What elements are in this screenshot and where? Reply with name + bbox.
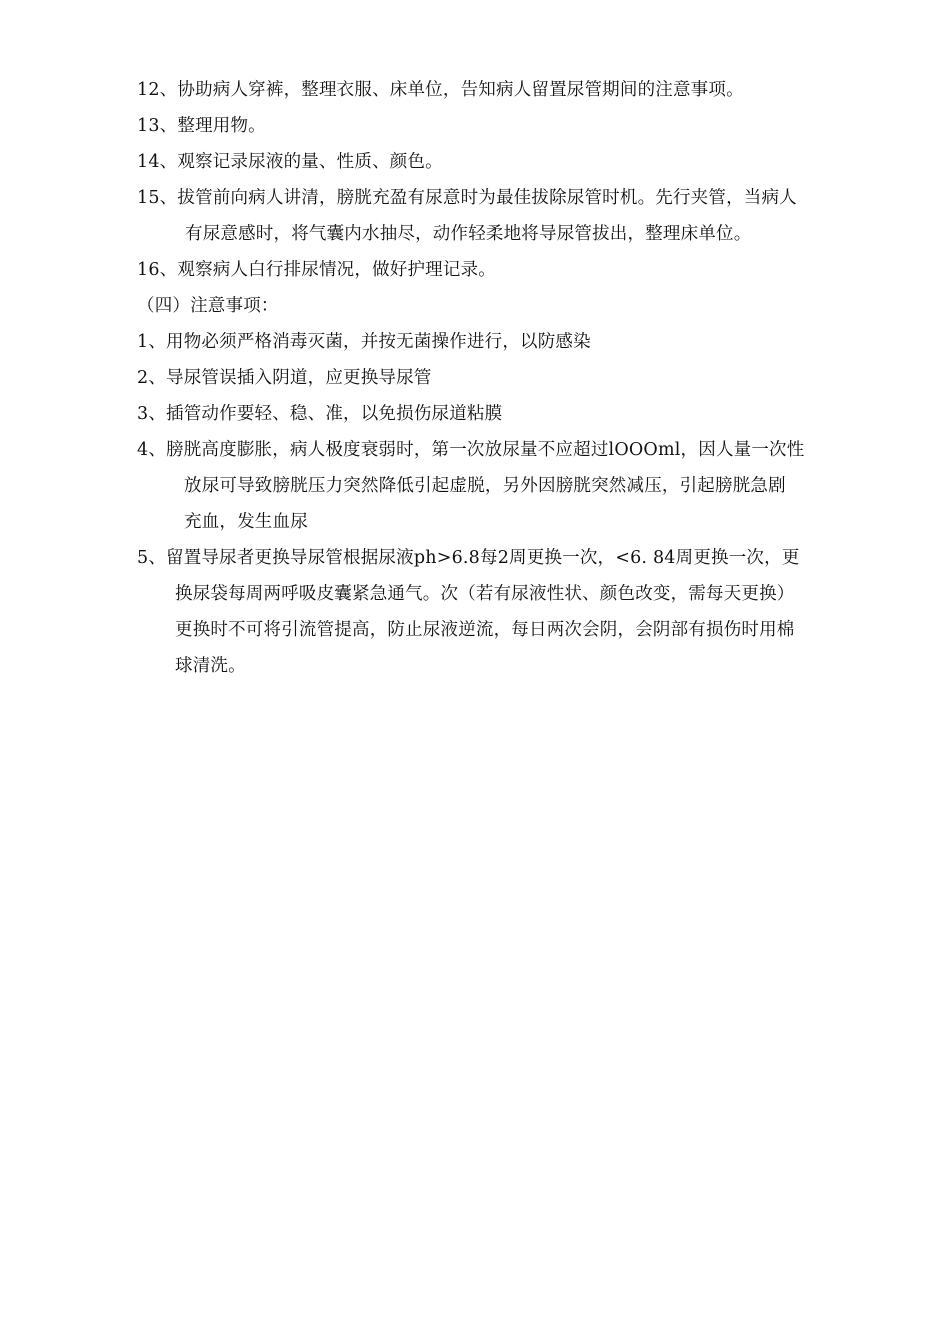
note-4-line-1: 4、膀胱高度膨胀，病人极度衰弱时，第一次放尿量不应超过lOOOml，因人量一次性: [137, 440, 805, 460]
note-5-line-2: 换尿袋每周两呼吸皮囊紧急通气。次（若有尿液性状、颜色改变，需每天更换）: [175, 584, 795, 604]
note-4-line-2: 放尿可导致膀胱压力突然降低引起虚脱，另外因膀胱突然减压，引起膀胱急剧: [184, 476, 786, 496]
item-12-line-1: 12、协助病人穿裤，整理衣服、床单位，告知病人留置尿管期间的注意事项。: [137, 80, 744, 100]
note-1-line-1: 1、用物必须严格消毒灭菌，并按无菌操作进行，以防感染: [137, 332, 591, 352]
note-5-line-4: 球清洗。: [175, 656, 246, 676]
note-3-line-1: 3、插管动作要轻、稳、准，以免损伤尿道粘膜: [137, 404, 503, 424]
item-15-line-1: 15、拔管前向病人讲清，膀胱充盈有尿意时为最佳拔除尿管时机。先行夹管，当病人: [137, 188, 797, 208]
item-15-line-2: 有尿意感时，将气囊内水抽尽，动作轻柔地将导尿管拔出，整理床单位。: [185, 224, 752, 244]
item-13-line-1: 13、整理用物。: [137, 116, 266, 136]
note-2-line-1: 2、导尿管误插入阴道，应更换导尿管: [137, 368, 432, 388]
note-4-line-3: 充血，发生血尿: [184, 512, 308, 532]
section-4-heading: （四）注意事项：: [137, 296, 279, 316]
document-body: [137, 72, 827, 684]
item-16-line-1: 16、观察病人白行排尿情况，做好护理记录。: [137, 260, 496, 280]
note-5-line-3: 更换时不可将引流管提高，防止尿液逆流，每日两次会阴，会阴部有损伤时用棉: [175, 620, 795, 640]
note-5-line-1: 5、留置导尿者更换导尿管根据尿液ph>6.8每2周更换一次，<6. 84周更换一次，更: [137, 548, 800, 568]
item-14-line-1: 14、观察记录尿液的量、性质、颜色。: [137, 152, 443, 172]
